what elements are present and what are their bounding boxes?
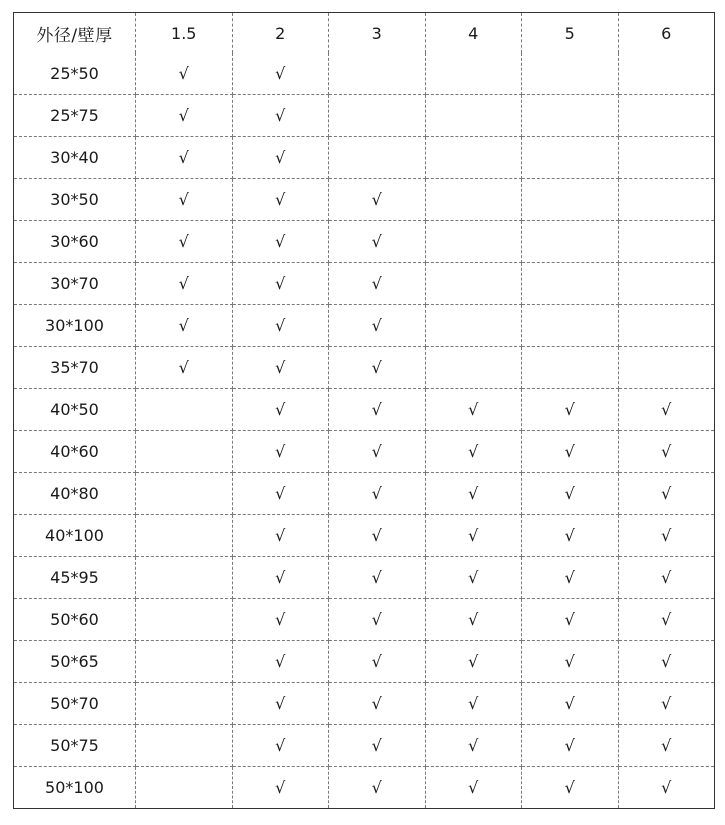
table-row [14, 767, 715, 809]
size-cell: 40*50 [14, 389, 136, 431]
availability-cell [232, 683, 329, 725]
check-mark: √ [564, 442, 575, 461]
check-mark: √ [468, 442, 479, 461]
availability-cell [522, 473, 619, 515]
availability-cell [425, 179, 522, 221]
check-mark: √ [275, 652, 286, 671]
check-mark: √ [275, 106, 286, 125]
availability-cell [329, 305, 426, 347]
check-mark: √ [468, 736, 479, 755]
check-mark: √ [468, 652, 479, 671]
availability-cell [522, 725, 619, 767]
table-row [14, 683, 715, 725]
availability-cell [522, 305, 619, 347]
availability-cell [618, 515, 715, 557]
availability-cell [425, 263, 522, 305]
size-cell: 25*75 [14, 95, 136, 137]
availability-cell [425, 431, 522, 473]
check-mark: √ [371, 274, 382, 293]
availability-cell [329, 221, 426, 263]
size-cell: 50*60 [14, 599, 136, 641]
check-mark: √ [178, 316, 189, 335]
check-mark: √ [371, 232, 382, 251]
size-cell: 30*50 [14, 179, 136, 221]
availability-cell [136, 53, 233, 95]
availability-cell [329, 137, 426, 179]
availability-cell [329, 179, 426, 221]
availability-cell [232, 431, 329, 473]
check-mark: √ [275, 400, 286, 419]
availability-cell [618, 389, 715, 431]
check-mark: √ [178, 274, 189, 293]
size-cell: 25*50 [14, 53, 136, 95]
check-mark: √ [371, 610, 382, 629]
header-row [14, 13, 715, 54]
check-mark: √ [661, 400, 672, 419]
availability-cell [618, 53, 715, 95]
size-cell: 30*60 [14, 221, 136, 263]
size-cell: 30*100 [14, 305, 136, 347]
availability-cell [329, 389, 426, 431]
check-mark: √ [661, 484, 672, 503]
check-mark: √ [564, 778, 575, 797]
table-row [14, 599, 715, 641]
size-cell: 30*40 [14, 137, 136, 179]
availability-cell [136, 599, 233, 641]
table-row [14, 179, 715, 221]
availability-cell [522, 557, 619, 599]
check-mark: √ [564, 400, 575, 419]
table-row [14, 473, 715, 515]
size-cell: 50*65 [14, 641, 136, 683]
table-row [14, 389, 715, 431]
availability-cell [136, 515, 233, 557]
check-mark: √ [178, 64, 189, 83]
table-row [14, 725, 715, 767]
table-row [14, 221, 715, 263]
table-row [14, 515, 715, 557]
availability-cell [522, 95, 619, 137]
check-mark: √ [371, 442, 382, 461]
availability-cell [232, 389, 329, 431]
check-mark: √ [275, 694, 286, 713]
check-mark: √ [275, 568, 286, 587]
availability-cell [522, 179, 619, 221]
check-mark: √ [661, 736, 672, 755]
table-row [14, 95, 715, 137]
availability-cell [618, 137, 715, 179]
availability-cell [618, 683, 715, 725]
check-mark: √ [275, 316, 286, 335]
check-mark: √ [661, 442, 672, 461]
size-cell: 45*95 [14, 557, 136, 599]
availability-cell [522, 683, 619, 725]
check-mark: √ [371, 400, 382, 419]
check-mark: √ [275, 442, 286, 461]
check-mark: √ [661, 526, 672, 545]
check-mark: √ [564, 568, 575, 587]
availability-cell [618, 95, 715, 137]
thickness-header: 1.5 [136, 13, 233, 54]
availability-cell [232, 767, 329, 809]
availability-cell [425, 515, 522, 557]
table-row [14, 137, 715, 179]
availability-cell [136, 137, 233, 179]
availability-cell [618, 221, 715, 263]
availability-cell [136, 557, 233, 599]
availability-cell [136, 683, 233, 725]
check-mark: √ [468, 568, 479, 587]
availability-cell [136, 389, 233, 431]
check-mark: √ [275, 358, 286, 377]
availability-cell [329, 641, 426, 683]
check-mark: √ [468, 694, 479, 713]
check-mark: √ [275, 736, 286, 755]
availability-cell [329, 683, 426, 725]
availability-cell [522, 221, 619, 263]
availability-cell [329, 53, 426, 95]
check-mark: √ [661, 694, 672, 713]
thickness-header: 6 [661, 23, 672, 43]
availability-cell [425, 473, 522, 515]
table-row [14, 305, 715, 347]
availability-cell [329, 431, 426, 473]
availability-cell [425, 683, 522, 725]
availability-cell [232, 473, 329, 515]
check-mark: √ [371, 778, 382, 797]
availability-cell [329, 557, 426, 599]
thickness-header: 2 [232, 13, 329, 54]
availability-cell [329, 515, 426, 557]
availability-cell [425, 557, 522, 599]
availability-cell [522, 263, 619, 305]
check-mark: √ [661, 610, 672, 629]
check-mark: √ [371, 694, 382, 713]
check-mark: √ [564, 736, 575, 755]
check-mark: √ [371, 358, 382, 377]
availability-cell [522, 431, 619, 473]
check-mark: √ [661, 778, 672, 797]
table-row [14, 263, 715, 305]
availability-cell [618, 263, 715, 305]
availability-cell [329, 599, 426, 641]
availability-cell [522, 641, 619, 683]
spec-table [13, 12, 715, 809]
availability-cell [618, 179, 715, 221]
check-mark: √ [371, 652, 382, 671]
availability-cell [618, 305, 715, 347]
availability-cell [425, 641, 522, 683]
check-mark: √ [468, 778, 479, 797]
availability-cell [232, 641, 329, 683]
check-mark: √ [564, 694, 575, 713]
size-cell: 35*70 [14, 347, 136, 389]
table-row [14, 557, 715, 599]
availability-cell [232, 725, 329, 767]
check-mark: √ [275, 274, 286, 293]
availability-cell [232, 221, 329, 263]
availability-cell [618, 473, 715, 515]
availability-cell [329, 725, 426, 767]
thickness-header: 4 [425, 13, 522, 54]
availability-cell [329, 473, 426, 515]
check-mark: √ [371, 568, 382, 587]
availability-cell [136, 473, 233, 515]
check-mark: √ [564, 652, 575, 671]
availability-cell [425, 599, 522, 641]
availability-cell [425, 347, 522, 389]
availability-cell [232, 305, 329, 347]
thickness-header: 5 [522, 13, 619, 54]
size-cell: 50*75 [14, 725, 136, 767]
size-cell: 50*100 [14, 767, 136, 809]
availability-cell [329, 347, 426, 389]
availability-cell [329, 767, 426, 809]
size-cell: 40*60 [14, 431, 136, 473]
availability-cell [425, 95, 522, 137]
check-mark: √ [661, 568, 672, 587]
availability-cell [522, 599, 619, 641]
availability-cell [618, 347, 715, 389]
availability-cell [618, 767, 715, 809]
availability-cell [136, 263, 233, 305]
availability-cell [522, 53, 619, 95]
check-mark: √ [468, 400, 479, 419]
availability-cell [136, 305, 233, 347]
availability-cell [425, 305, 522, 347]
check-mark: √ [275, 778, 286, 797]
thickness-header: 3 [329, 13, 426, 54]
availability-cell [232, 599, 329, 641]
table-row [14, 347, 715, 389]
availability-cell [136, 347, 233, 389]
availability-cell [425, 725, 522, 767]
check-mark: √ [468, 610, 479, 629]
check-mark: √ [275, 610, 286, 629]
check-mark: √ [371, 316, 382, 335]
check-mark: √ [468, 484, 479, 503]
corner-label: 外径/壁厚 [14, 13, 136, 54]
check-mark: √ [178, 232, 189, 251]
check-mark: √ [178, 190, 189, 209]
availability-cell [329, 263, 426, 305]
table-row [14, 641, 715, 683]
availability-cell [232, 95, 329, 137]
availability-cell [136, 725, 233, 767]
check-mark: √ [178, 358, 189, 377]
availability-cell [232, 179, 329, 221]
availability-cell [136, 179, 233, 221]
availability-cell [136, 431, 233, 473]
availability-cell [522, 347, 619, 389]
check-mark: √ [275, 526, 286, 545]
size-cell: 40*80 [14, 473, 136, 515]
availability-cell [618, 557, 715, 599]
availability-cell [425, 53, 522, 95]
size-cell: 30*70 [14, 263, 136, 305]
availability-cell [425, 221, 522, 263]
table-row [14, 431, 715, 473]
availability-cell [136, 641, 233, 683]
availability-cell [522, 137, 619, 179]
availability-cell [232, 557, 329, 599]
availability-cell [522, 389, 619, 431]
check-mark: √ [371, 526, 382, 545]
check-mark: √ [178, 148, 189, 167]
size-cell: 50*70 [14, 683, 136, 725]
check-mark: √ [275, 484, 286, 503]
availability-cell [136, 767, 233, 809]
check-mark: √ [661, 652, 672, 671]
check-mark: √ [371, 736, 382, 755]
availability-cell [425, 137, 522, 179]
availability-cell [618, 725, 715, 767]
table-row [14, 53, 715, 95]
availability-cell [522, 767, 619, 809]
availability-cell [136, 221, 233, 263]
availability-cell [136, 95, 233, 137]
check-mark: √ [275, 190, 286, 209]
table-body [14, 53, 715, 809]
availability-cell [618, 599, 715, 641]
availability-cell [329, 95, 426, 137]
check-mark: √ [564, 526, 575, 545]
check-mark: √ [564, 484, 575, 503]
availability-cell [232, 137, 329, 179]
check-mark: √ [275, 148, 286, 167]
availability-cell [232, 515, 329, 557]
availability-cell [522, 515, 619, 557]
check-mark: √ [564, 610, 575, 629]
check-mark: √ [468, 526, 479, 545]
availability-cell [232, 53, 329, 95]
availability-cell [618, 641, 715, 683]
check-mark: √ [371, 190, 382, 209]
availability-cell [425, 389, 522, 431]
check-mark: √ [275, 232, 286, 251]
check-mark: √ [178, 106, 189, 125]
check-mark: √ [275, 64, 286, 83]
availability-cell [618, 431, 715, 473]
size-cell: 40*100 [14, 515, 136, 557]
check-mark: √ [371, 484, 382, 503]
availability-cell [425, 767, 522, 809]
availability-cell [232, 347, 329, 389]
availability-cell [232, 263, 329, 305]
